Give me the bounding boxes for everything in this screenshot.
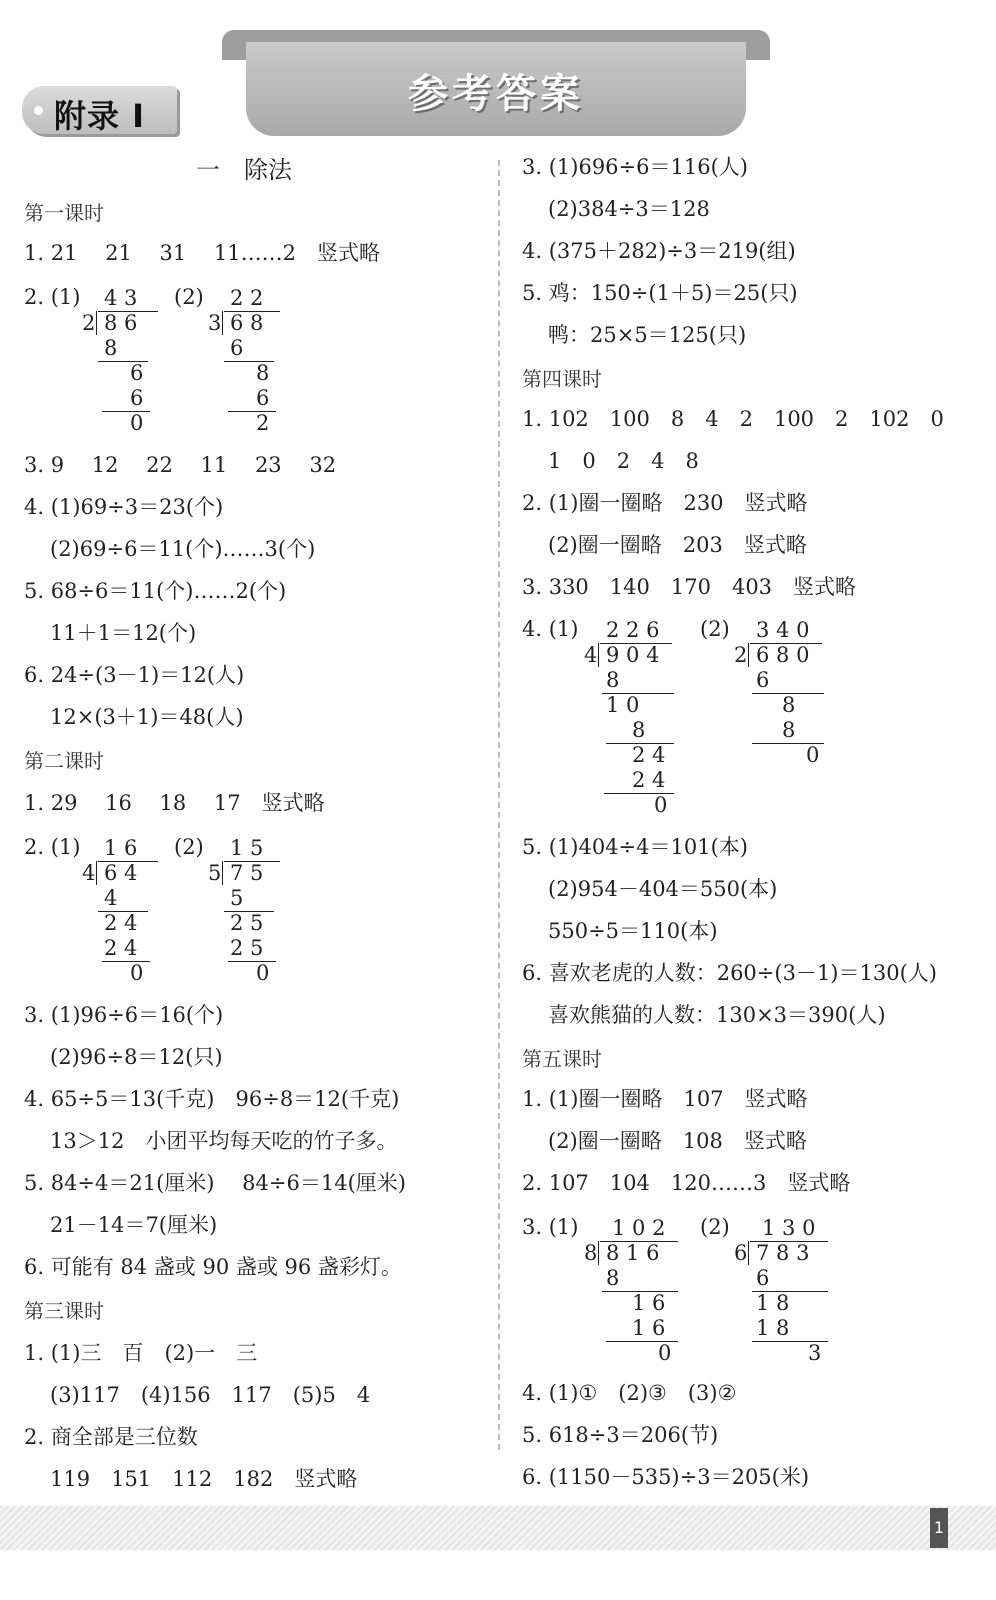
quotient: 1 0 2 xyxy=(612,1216,666,1240)
answer-line: 1. 21 21 31 11……2 竖式略 xyxy=(24,241,380,265)
step: 2 5 xyxy=(230,911,264,935)
divisor: 2 xyxy=(82,311,96,335)
answer-line: 喜欢熊猫的人数：130×3＝390(人) xyxy=(548,1003,886,1027)
answer-line: (2) xyxy=(700,1215,730,1239)
answer-line: 4. (1)69÷3＝23(个) xyxy=(24,495,224,519)
step: 2 4 xyxy=(104,936,138,960)
footer-band xyxy=(0,1506,996,1550)
divisor: 4 xyxy=(584,643,598,667)
step: 1 8 xyxy=(756,1316,790,1340)
lesson-4-heading: 第四课时 xyxy=(522,367,602,391)
answer-line: 5. 618÷3＝206(节) xyxy=(522,1423,719,1447)
divisor: 8 xyxy=(584,1241,598,1265)
appendix-label: 附录 I xyxy=(54,97,146,135)
remainder: 0 xyxy=(658,1341,672,1365)
answer-line: 6. (1150－535)÷3＝205(米) xyxy=(522,1465,810,1489)
quotient: 3 4 0 xyxy=(756,618,810,642)
step: 6 xyxy=(130,386,144,410)
answer-line: 6. 24÷(3－1)＝12(人) xyxy=(24,663,245,687)
answer-line: (2) xyxy=(174,285,204,309)
answer-line: 3. (1) xyxy=(522,1215,579,1239)
answer-line: 11＋1＝12(个) xyxy=(50,621,197,645)
divisor: 2 xyxy=(734,643,748,667)
answer-line: 119 151 112 182 竖式略 xyxy=(50,1467,358,1491)
answer-line: (2)圈一圈略 108 竖式略 xyxy=(548,1129,807,1153)
quotient: 2 2 6 xyxy=(606,618,660,642)
remainder: 0 xyxy=(256,961,270,985)
quotient: 1 6 xyxy=(104,836,138,860)
answer-line: 3. 9 12 22 11 23 32 xyxy=(24,453,337,477)
answer-line: 4. (1)① (2)③ (3)② xyxy=(522,1381,737,1405)
quotient: 2 2 xyxy=(230,286,264,310)
dividend: 7 5 xyxy=(230,861,264,885)
answer-line: 6. 喜欢老虎的人数：260÷(3－1)＝130(人) xyxy=(522,961,937,985)
step: 8 xyxy=(606,668,620,692)
answer-line: 鸭：25×5＝125(只) xyxy=(548,323,747,347)
step: 5 xyxy=(230,886,244,910)
dividend: 6 8 0 xyxy=(756,643,810,667)
quotient: 1 3 0 xyxy=(762,1216,816,1240)
quotient: 1 5 xyxy=(230,836,264,860)
answer-line: (2)圈一圈略 203 竖式略 xyxy=(548,533,807,557)
answer-line: 4. (375＋282)÷3＝219(组) xyxy=(522,239,796,263)
dividend: 7 8 3 xyxy=(756,1241,810,1265)
answer-line: 12×(3＋1)＝48(人) xyxy=(50,705,244,729)
dividend: 9 0 4 xyxy=(606,643,660,667)
answer-line: 5. 84÷4＝21(厘米) 84÷6＝14(厘米) xyxy=(24,1171,406,1195)
answer-line: 2. (1) xyxy=(24,285,81,309)
answer-line: (2)96÷8＝12(只) xyxy=(50,1045,223,1069)
step: 1 8 xyxy=(756,1291,790,1315)
step: 8 xyxy=(782,718,796,742)
quotient: 4 3 xyxy=(104,286,138,310)
answer-line: 1. 102 100 8 4 2 100 2 102 0 xyxy=(522,407,944,431)
step: 8 xyxy=(606,1266,620,1290)
step: 8 xyxy=(104,336,118,360)
step: 6 xyxy=(130,361,144,385)
lesson-2-heading: 第二课时 xyxy=(24,749,104,773)
answer-line: (2) xyxy=(700,617,730,641)
tab-dot-icon xyxy=(34,106,43,115)
step: 2 5 xyxy=(230,936,264,960)
answer-line: (2)954－404＝550(本) xyxy=(548,877,778,901)
dividend: 8 6 xyxy=(104,311,138,335)
dividend: 6 8 xyxy=(230,311,264,335)
page-title: 参考答案 xyxy=(408,71,584,117)
answer-line: 1. 29 16 18 17 竖式略 xyxy=(24,791,325,815)
step: 2 4 xyxy=(104,911,138,935)
answer-line: 5. (1)404÷4＝101(本) xyxy=(522,835,748,859)
remainder: 0 xyxy=(130,411,144,435)
remainder: 0 xyxy=(130,961,144,985)
step: 4 xyxy=(104,886,118,910)
remainder: 0 xyxy=(806,743,820,767)
answer-line: 3. (1)696÷6＝116(人) xyxy=(522,155,748,179)
step: 1 6 xyxy=(632,1316,666,1340)
dividend: 8 1 6 xyxy=(606,1241,660,1265)
answer-line: 2. (1) xyxy=(24,835,81,859)
answer-line: 1. (1)三 百 (2)一 三 xyxy=(24,1341,258,1365)
lesson-3-heading: 第三课时 xyxy=(24,1299,104,1323)
answer-line: 6. 可能有 84 盏或 90 盏或 96 盏彩灯。 xyxy=(24,1255,402,1279)
divisor: 6 xyxy=(734,1241,748,1265)
answer-line: 4. (1) xyxy=(522,617,579,641)
step: 6 xyxy=(230,336,244,360)
step: 6 xyxy=(256,386,270,410)
remainder: 3 xyxy=(808,1341,822,1365)
lesson-5-heading: 第五课时 xyxy=(522,1047,602,1071)
step: 1 0 xyxy=(606,693,640,717)
title-banner xyxy=(246,42,746,136)
unit-title: 一 除法 xyxy=(196,156,292,184)
answer-line: 1. (1)圈一圈略 107 竖式略 xyxy=(522,1087,808,1111)
divisor: 4 xyxy=(82,861,96,885)
divisor: 3 xyxy=(208,311,222,335)
column-divider xyxy=(498,160,500,1450)
answer-line: 2. 107 104 120……3 竖式略 xyxy=(522,1171,851,1195)
answer-line: (3)117 (4)156 117 (5)5 4 xyxy=(50,1383,371,1407)
step: 6 xyxy=(756,668,770,692)
answer-line: 3. (1)96÷6＝16(个) xyxy=(24,1003,224,1027)
step: 2 4 xyxy=(632,743,666,767)
answer-line: (2)69÷6＝11(个)……3(个) xyxy=(50,537,316,561)
remainder: 2 xyxy=(256,411,270,435)
remainder: 0 xyxy=(654,793,668,817)
answer-line: (2) xyxy=(174,835,204,859)
answer-line: 3. 330 140 170 403 竖式略 xyxy=(522,575,857,599)
step: 8 xyxy=(782,693,796,717)
answer-line: 2. 商全部是三位数 xyxy=(24,1425,198,1449)
answer-line: 1 0 2 4 8 xyxy=(548,449,699,473)
step: 2 4 xyxy=(632,768,666,792)
answer-line: 4. 65÷5＝13(千克) 96÷8＝12(千克) xyxy=(24,1087,400,1111)
lesson-1-heading: 第一课时 xyxy=(24,201,104,225)
step: 8 xyxy=(256,361,270,385)
answer-line: (2)384÷3＝128 xyxy=(548,197,710,221)
dividend: 6 4 xyxy=(104,861,138,885)
answer-line: 5. 鸡：150÷(1＋5)＝25(只) xyxy=(522,281,798,305)
answer-line: 5. 68÷6＝11(个)……2(个) xyxy=(24,579,287,603)
step: 6 xyxy=(756,1266,770,1290)
answer-line: 2. (1)圈一圈略 230 竖式略 xyxy=(522,491,808,515)
answer-line: 21－14＝7(厘米) xyxy=(50,1213,218,1237)
step: 1 6 xyxy=(632,1291,666,1315)
page-number: 1 xyxy=(930,1508,948,1548)
answer-line: 13＞12 小团平均每天吃的竹子多。 xyxy=(50,1129,398,1153)
appendix-tab xyxy=(22,86,177,134)
answer-line: 550÷5＝110(本) xyxy=(548,919,718,943)
step: 8 xyxy=(632,718,646,742)
divisor: 5 xyxy=(208,861,222,885)
